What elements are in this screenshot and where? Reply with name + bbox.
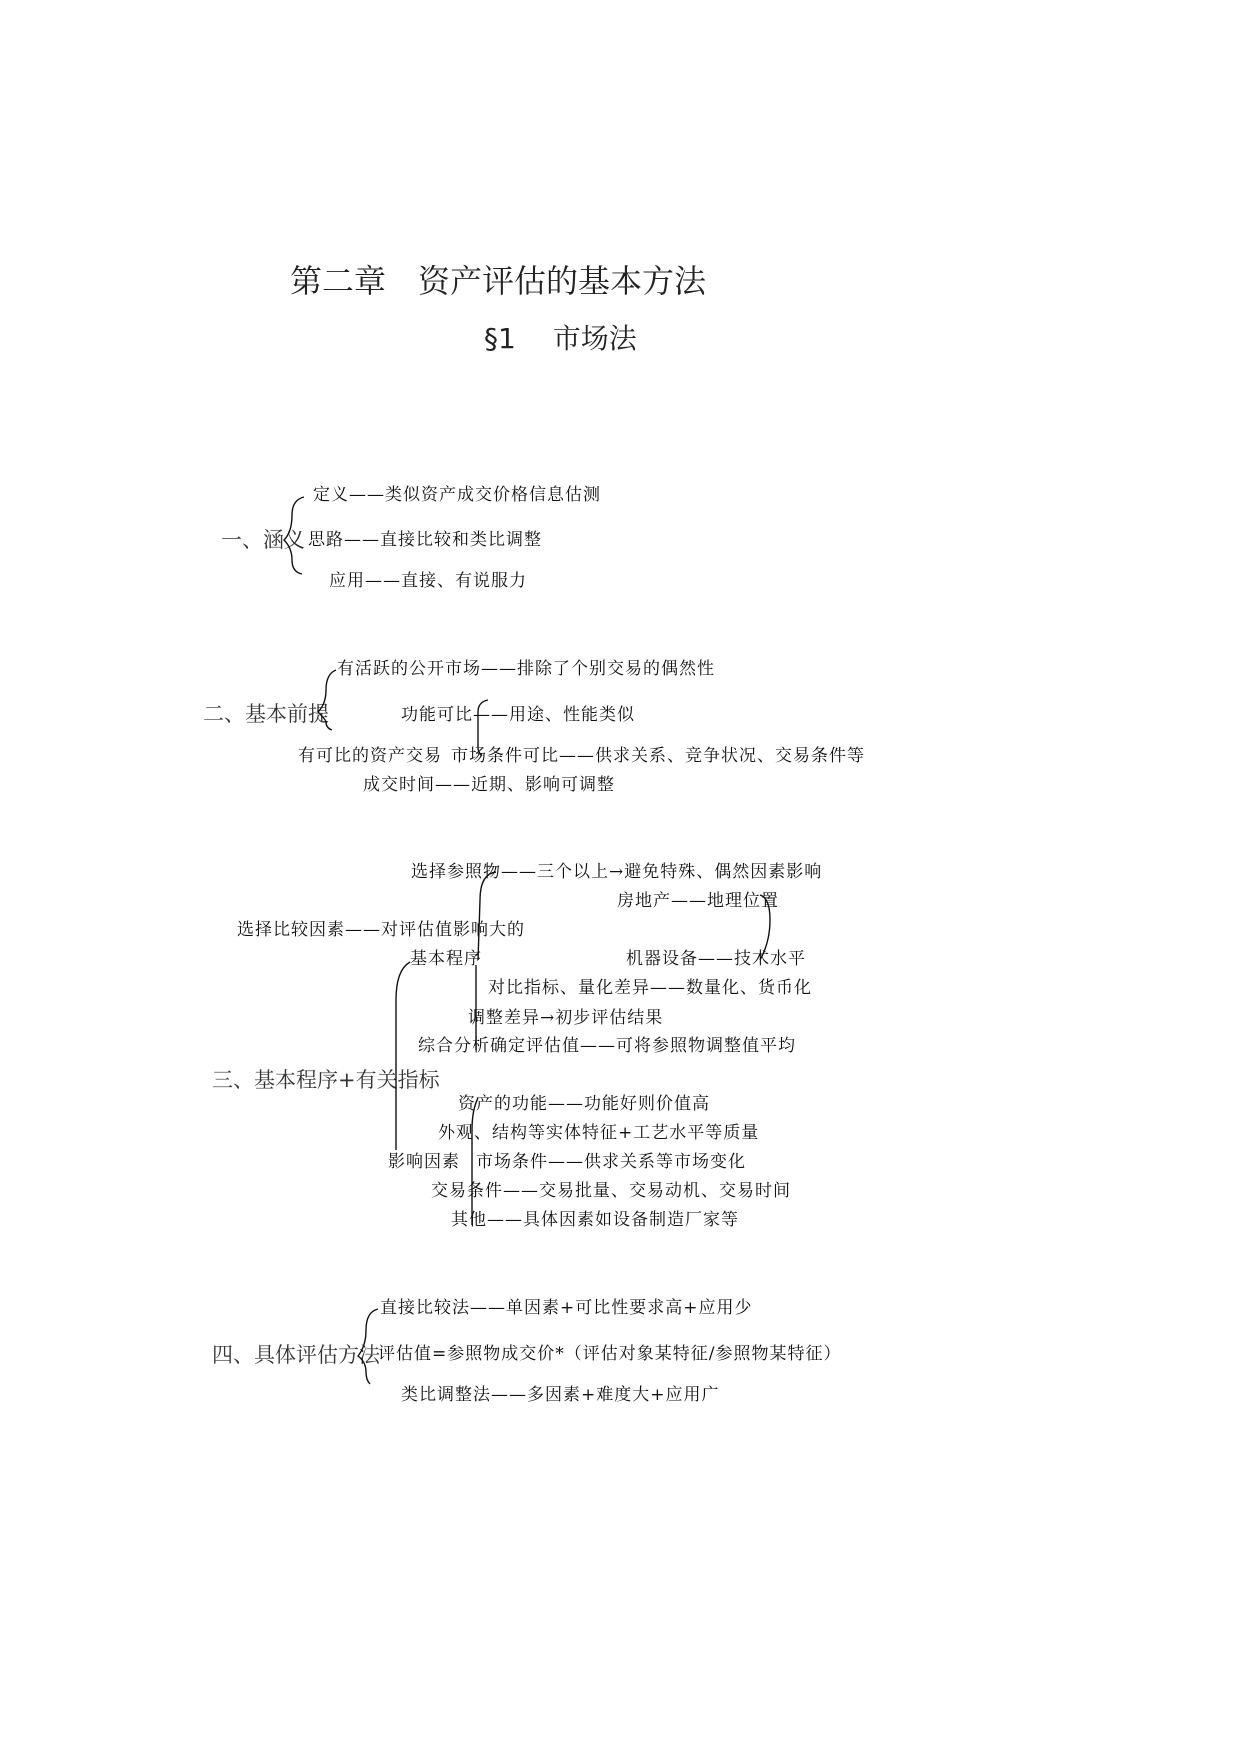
brace-procedure — [396, 962, 410, 1150]
section-title: §1 市场法 — [484, 322, 637, 355]
others-item: 其他——具体因素如设备制造厂家等 — [451, 1210, 739, 1230]
application-item: 应用——直接、有说服力 — [329, 571, 527, 591]
influence-factors-label: 影响因素 — [388, 1152, 460, 1172]
function-comparable-item: 功能可比——用途、性能类似 — [401, 705, 635, 725]
brace-meaning — [284, 497, 304, 574]
formula-item: 评估值=参照物成交价*（评估对象某特征/参照物某特征） — [378, 1344, 842, 1364]
real-estate-item: 房地产——地理位置 — [617, 891, 779, 911]
market-comparable-item: 市场条件可比——供求关系、竞争状况、交易条件等 — [451, 746, 865, 766]
synthesize-item: 综合分析确定评估值——可将参照物调整值平均 — [418, 1036, 796, 1056]
trade-conditions-item: 交易条件——交易批量、交易动机、交易时间 — [431, 1181, 791, 1201]
heading-meaning: 一、涵义 — [221, 528, 305, 552]
analog-adjust-item: 类比调整法——多因素+难度大+应用广 — [401, 1385, 720, 1405]
appearance-item: 外观、结构等实体特征+工艺水平等质量 — [438, 1123, 760, 1143]
trade-time-item: 成交时间——近期、影响可调整 — [363, 775, 615, 795]
active-market-item: 有活跃的公开市场——排除了个别交易的偶然性 — [337, 659, 715, 679]
adjust-item: 调整差异→初步评估结果 — [468, 1008, 664, 1028]
brace-premise — [318, 670, 336, 730]
heading-methods: 四、具体评估方法 — [212, 1343, 380, 1367]
chapter-title: 第二章 资产评估的基本方法 — [290, 262, 707, 300]
brace-equipment — [760, 895, 770, 960]
indicators-item: 对比指标、量化差异——数量化、货币化 — [488, 978, 812, 998]
select-reference-item: 选择参照物——三个以上→避免特殊、偶然因素影响 — [411, 862, 823, 882]
select-factors-item: 选择比较因素——对评估值影响大的 — [237, 920, 525, 940]
definition-item: 定义——类似资产成交价格信息估测 — [313, 485, 601, 505]
market-conditions-item: 市场条件——供求关系等市场变化 — [476, 1152, 746, 1172]
brace-comparable — [478, 700, 488, 756]
brace-methods — [358, 1309, 378, 1384]
approach-item: 思路——直接比较和类比调整 — [308, 530, 542, 550]
brace-procedure-top — [478, 872, 496, 960]
direct-comparison-item: 直接比较法——单因素+可比性要求高+应用少 — [380, 1298, 753, 1318]
asset-function-item: 资产的功能——功能好则价值高 — [458, 1094, 710, 1114]
basic-procedure-label: 基本程序 — [410, 949, 482, 969]
comparable-trade-item: 有可比的资产交易 — [298, 746, 442, 766]
heading-procedure: 三、基本程序+有关指标 — [212, 1068, 440, 1092]
brace-influence — [472, 1098, 478, 1225]
heading-premise: 二、基本前提 — [203, 702, 329, 726]
machinery-item: 机器设备——技术水平 — [626, 949, 806, 969]
